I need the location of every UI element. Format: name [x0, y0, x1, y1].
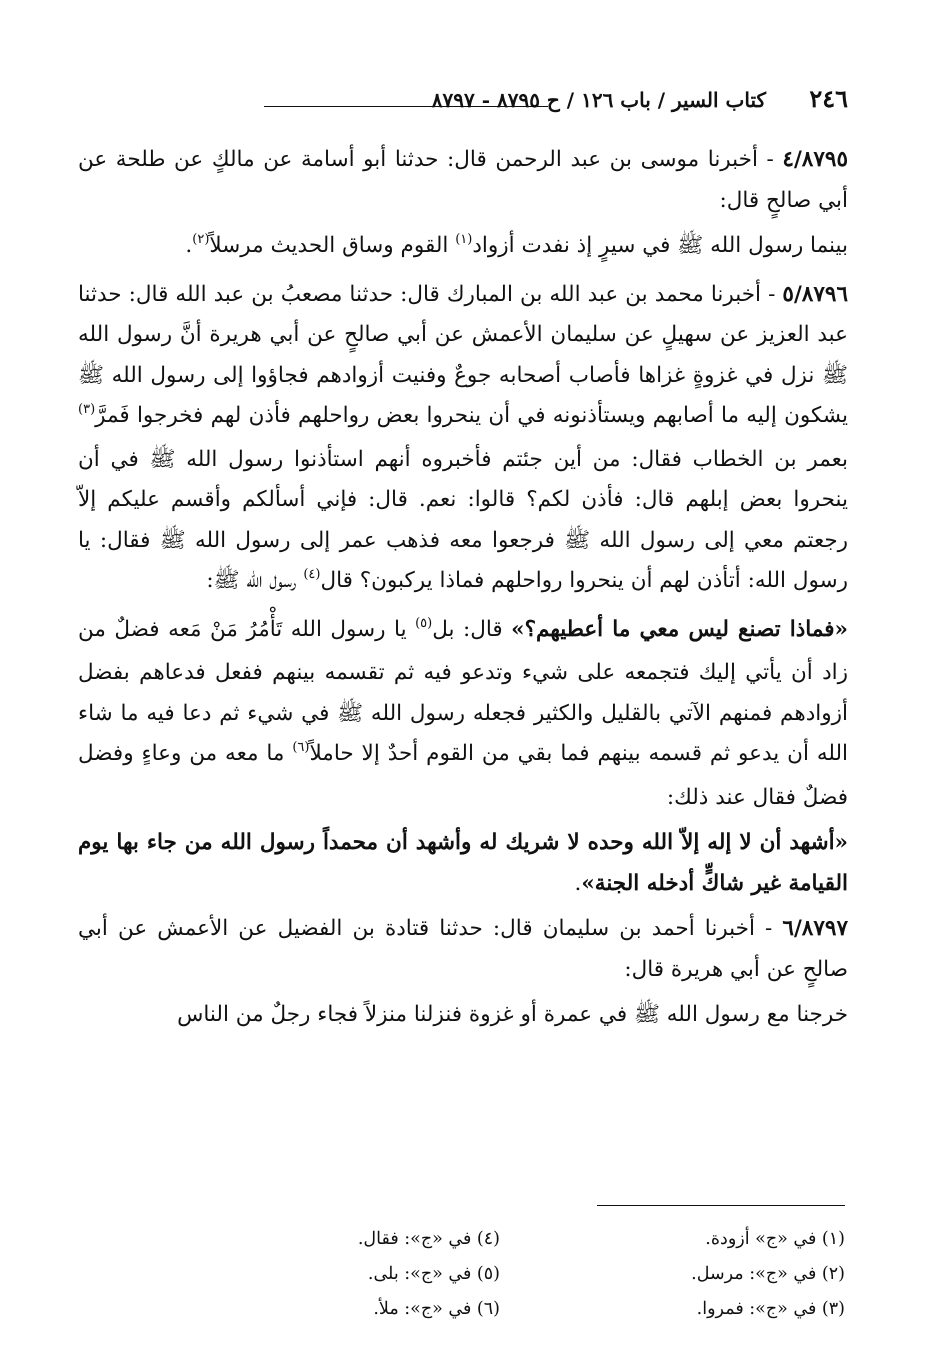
footnote-4: (٤) في «ج»: فقال.	[357, 1229, 500, 1249]
footnote-rule	[597, 1205, 845, 1206]
hadith-8796-continuation	[78, 610, 848, 819]
footnote-ref: (٤)	[303, 567, 321, 582]
matn-text: بينما رسول الله ﷺ في سيرٍ إذ نفدت أزواد	[472, 233, 848, 258]
hadith-8795-isnad	[78, 140, 848, 221]
hadith-8796-text	[78, 275, 848, 605]
page-number: ٢٤٦	[809, 84, 848, 113]
matn-text: القوم وساق الحديث مرسلاً	[209, 233, 456, 258]
footnotes-left-column	[280, 1222, 500, 1327]
footnote-3: (٣) في «ج»: فمروا.	[696, 1299, 845, 1319]
footnotes-right-column	[545, 1222, 845, 1327]
hadith-text: بعمر بن الخطاب فقال: من أين جئتم فأخبروه أنهم استأذنوا رسول الله ﷺ في أن ينحروا بعض إبلهم قال: فأذن لكم؟ قالوا: نعم. قال: فإني أسألكم وأقسم عليكم إلاّ رجعتم معي إلى رسول الله ﷺ فرجعوا معه فذهب عمر إلى رسول الله ﷺ فقال: يا رسول الله: أتأذن لهم أن ينحروا رواحلهم فماذا يركبون؟ قال	[78, 446, 848, 593]
hadith-text: - أخبرنا محمد بن عبد الله بن المبارك قال: حدثنا مصعبُ بن عبد الله قال: حدثنا عبد العزيز عن سهيلٍ عن سليمان الأعمش عن أبي صالحٍ عن أبي هريرة أنَّ رسول الله ﷺ نزل في غزوةٍ غزاها فأصاب أصحابه جوعٌ وفنيت أزوادهم فجاؤوا إلى رسول الله ﷺ يشكون إليه ما أصابهم ويستأذنونه في أن ينحروا بعض رواحلهم فأذن لهم فخرجوا فَمرَّ	[78, 281, 848, 428]
hadith-number: ٦/٨٧٩٧	[782, 916, 848, 941]
footnote-ref: (٢)	[192, 232, 210, 247]
hadith-8797-matn	[78, 995, 848, 1036]
matn-end: .	[185, 233, 193, 258]
footnote-2: (٢) في «ج»: مرسل.	[691, 1264, 845, 1284]
footnote-5: (٥) في «ج»: بلى.	[367, 1264, 500, 1284]
header-rule	[264, 106, 548, 107]
hadith-end: .	[574, 870, 582, 896]
isnad-text: - أخبرنا أحمد بن سليمان قال: حدثنا قتادة بن الفضيل عن الأعمش عن أبي صالحٍ عن أبي هريرة قال:	[78, 916, 848, 982]
matn-text: خرجنا مع رسول الله ﷺ في عمرة أو غزوة فنزلنا منزلاً فجاء رجلٌ من الناس	[177, 1002, 848, 1027]
chapter-title: كتاب السير / باب ١٢٦ / ح ٨٧٩٥ - ٨٧٩٧	[431, 88, 766, 112]
footnote-ref: (٦)	[292, 740, 310, 755]
hadith-text: ما معه من وعاءٍ وفضل فضلٌ فقال عند ذلك:	[78, 741, 848, 810]
footnote-1: (١) في «ج» أزودة.	[705, 1229, 845, 1249]
hadith-8795-matn	[78, 226, 848, 270]
hadith-text: يا رسول الله تَأْمُرُ مَنْ مَعه فضلٌ من زاد أن يأتي إليك فتجمعه على شيء وتدعو فيه ثم تقسمه بينهم ففعل فدعاهم بفضل أزوادهم فمنهم الآتي بالقليل والكثير فجعله رسول الله ﷺ في شيء ثم دعا فيه ما شاء الله أن يدعو ثم قسمه بينهم فما بقي من القوم أحدٌ إلا حاملاً	[78, 616, 848, 766]
hadith-8797-isnad	[78, 909, 848, 990]
footnote-ref: (٣)	[78, 402, 96, 417]
footnote-ref: (١)	[455, 232, 473, 247]
footnote-6: (٦) في «ج»: ملأ.	[373, 1299, 500, 1319]
quotation: «فماذا تصنع ليس معي ما أعطيهم؟»	[511, 616, 848, 642]
hadith-text: رسول الله ﷺ:	[206, 568, 304, 593]
footnote-ref: (٥)	[415, 615, 433, 631]
hadith-number: ٤/٨٧٩٥	[782, 147, 848, 172]
isnad-text: - أخبرنا موسى بن عبد الرحمن قال: حدثنا أبو أسامة عن مالكٍ عن طلحة عن أبي صالحٍ قال:	[78, 147, 848, 213]
hadith-text: قال: بل	[432, 616, 512, 642]
running-header	[78, 82, 848, 122]
hadith-number: ٥/٨٧٩٦	[782, 281, 848, 307]
quotation: «أشهد أن لا إله إلاّ الله وحده لا شريك له وأشهد أن محمداً رسول الله من جاء بها يوم القيامة غير شاكٍّ أدخله الجنة»	[78, 830, 848, 896]
hadith-8796-testimony	[78, 823, 848, 904]
main-text	[78, 140, 848, 1036]
